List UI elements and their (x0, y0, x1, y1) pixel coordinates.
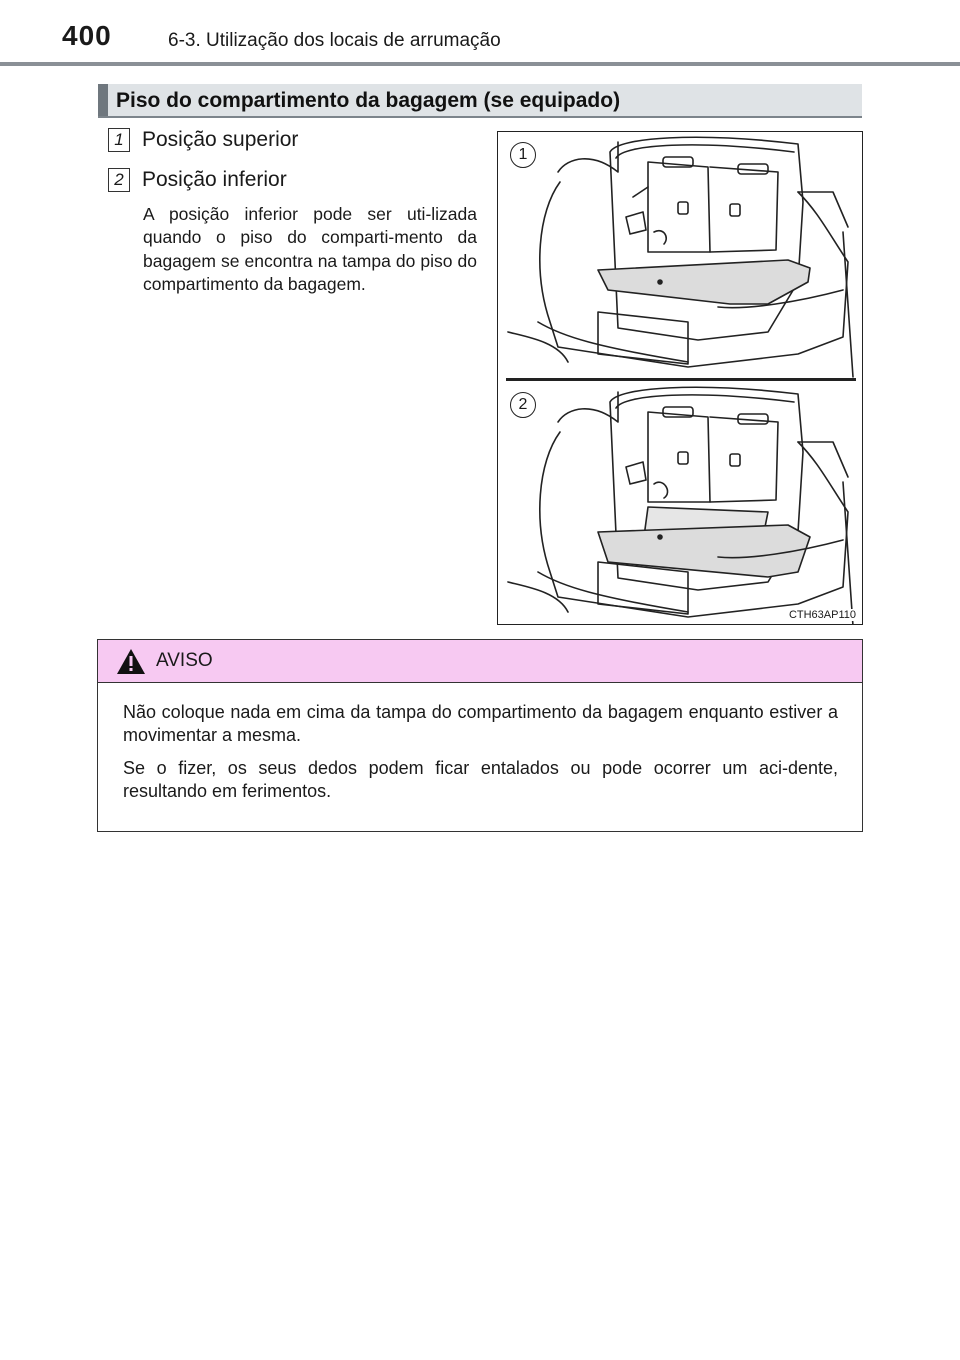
warning-header (98, 640, 862, 683)
figure-code: CTH63AP110 (788, 609, 856, 621)
warning-paragraph-1: Não coloque nada em cima da tampa do compartimento da bagagem enquanto estiver a movimentar a mesma. (123, 702, 838, 745)
item-number-1: 1 (108, 128, 130, 152)
item-lower-position (108, 168, 287, 192)
page-number: 400 (62, 20, 112, 51)
warning-triangle-icon (116, 648, 146, 675)
figure-label-2: 2 (510, 392, 536, 418)
item-upper-position (108, 128, 298, 152)
warning-box (97, 639, 863, 832)
figure-divider (506, 378, 856, 381)
lower-position-description: A posição inferior pode ser uti-lizada quando o piso do comparti-mento da bagagem se encontra na tampa do piso do compartimento da bagagem. (143, 204, 477, 295)
running-header: 6-3. Utilização dos locais de arrumação (168, 30, 501, 51)
warning-paragraph-2: Se o fizer, os seus dedos podem ficar entalados ou pode ocorrer um aci-dente, resultando em ferimentos. (123, 758, 838, 801)
item-number-2: 2 (108, 168, 130, 192)
section-title-text: Piso do compartimento da bagagem (se equipado) (116, 89, 621, 112)
item-label-2: Posição inferior (142, 168, 287, 191)
figure-label-1: 1 (510, 142, 536, 168)
warning-title: AVISO (156, 650, 213, 671)
warning-body (98, 683, 862, 803)
section-title (98, 84, 862, 118)
header-rule (0, 62, 960, 66)
item-label-1: Posição superior (142, 128, 299, 151)
luggage-floor-figure (497, 131, 863, 625)
